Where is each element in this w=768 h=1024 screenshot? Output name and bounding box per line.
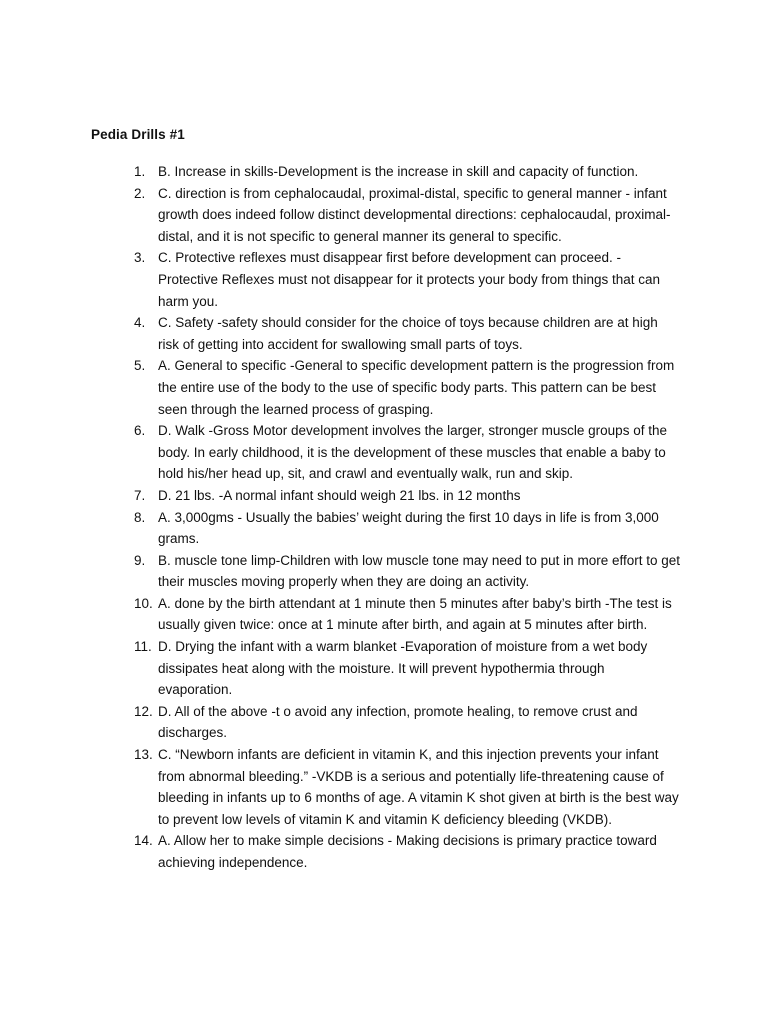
item-number: 2. (134, 185, 146, 201)
item-text: A. 3,000gms - Usually the babies’ weight during the first 10 days in life is from 3,000 grams. (158, 509, 659, 547)
item-text: B. Increase in skills-Development is the increase in skill and capacity of function. (158, 164, 639, 179)
item-number: 5. (134, 358, 146, 374)
item-number: 12. (134, 703, 153, 719)
item-text: B. muscle tone limp-Children with low muscle tone may need to put in more effort to get their muscles moving properly when they are doing an activity. (158, 552, 680, 590)
list-item (134, 247, 680, 312)
item-text: D. Walk -Gross Motor development involves the larger, stronger muscle groups of the body. In early childhood, it is the development of these muscles that enable a baby to hold his/her head up, sit, and crawl and eventually walk, run and skip. (158, 423, 667, 482)
item-text: A. Allow her to make simple decisions - Making decisions is primary practice toward achieving independence. (158, 833, 657, 870)
item-text: C. Safety -safety should consider for the choice of toys because children are at high risk of getting into accident for swallowing small parts of toys. (158, 315, 658, 352)
list-item (134, 550, 680, 593)
item-number: 6. (134, 423, 146, 439)
item-text: C. Protective reflexes must disappear first before development can proceed. -Protective Reflexes must not disappear for it protects your body from things that can harm you. (158, 250, 660, 309)
item-number: 3. (134, 250, 146, 266)
list-item (134, 593, 680, 636)
answer-list (134, 161, 680, 874)
item-text: D. 21 lbs. -A normal infant should weigh 21 lbs. in 12 months (158, 487, 521, 503)
item-number: 10. (134, 595, 153, 611)
item-text: C. “Newborn infants are deficient in vitamin K, and this injection prevents your infant from abnormal bleeding.” -VKDB is a serious and potentially life-threatening cause of bleeding in infants up to 6 months of age. A vitamin K shot given at birth is the best way to prevent low levels of vitamin K and vitamin K deficiency bleeding (VKDB). (158, 747, 679, 827)
item-number: 1. (134, 164, 146, 179)
list-item (134, 183, 680, 248)
item-text: A. done by the birth attendant at 1 minute then 5 minutes after baby’s birth -The test is usually given twice: once at 1 minute after birth, and again at 5 minutes after birth. (158, 595, 672, 633)
list-item (134, 420, 680, 485)
item-number: 11. (134, 639, 152, 655)
list-item (134, 701, 680, 744)
item-number: 9. (134, 552, 146, 568)
list-item (134, 830, 680, 873)
item-number: 7. (134, 487, 146, 503)
list-item (134, 744, 680, 830)
item-number: 13. (134, 747, 153, 763)
list-item (134, 161, 680, 183)
item-text: D. All of the above -t o avoid any infection, promote healing, to remove crust and discharges. (158, 703, 638, 741)
item-number: 14. (134, 833, 153, 849)
item-text: C. direction is from cephalocaudal, proximal-distal, specific to general manner - infant growth does indeed follow distinct developmental directions: cephalocaudal, proximal-distal, and it is not specific to general manner its general to specific. (158, 185, 671, 244)
document-title: Pedia Drills #1 (91, 127, 185, 142)
item-number: 8. (134, 509, 146, 525)
list-item (134, 312, 680, 355)
item-number: 4. (134, 315, 146, 331)
list-item (134, 355, 680, 420)
list-item (134, 485, 680, 507)
item-text: D. Drying the infant with a warm blanket -Evaporation of moisture from a wet body dissipates heat along with the moisture. It will prevent hypothermia through evaporation. (158, 639, 648, 698)
list-item (134, 636, 680, 701)
list-item (134, 507, 680, 550)
item-text: A. General to specific -General to specific development pattern is the progression from the entire use of the body to the use of specific body parts. This pattern can be best seen through the learned process of grasping. (158, 358, 675, 417)
